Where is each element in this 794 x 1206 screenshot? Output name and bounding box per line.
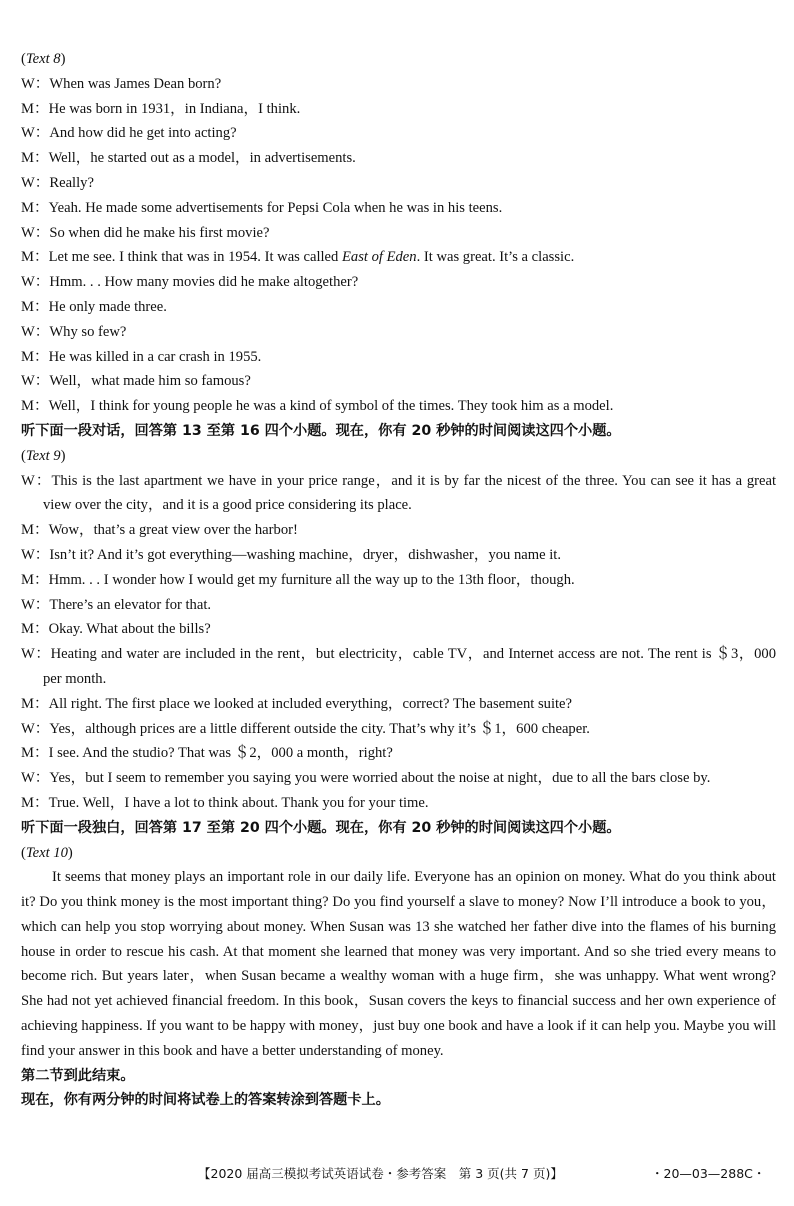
paren-close: ): [67, 844, 73, 861]
dialogue-line: M：Okay. What about the bills?: [21, 621, 211, 638]
dialogue-line: M：He was killed in a car crash in 1955.: [21, 348, 262, 365]
paren-close: ): [60, 51, 66, 67]
text9-label: [21, 444, 776, 469]
eden-line-start: M：Let me see. I think that was in 1954. It was called: [21, 249, 342, 266]
dialogue-line: W：This is the last apartment we have in your price range，and it is by far the nicest of the three. You can see it has a great view over the city，and it is a good price considering its place.: [21, 472, 776, 514]
page-content: [21, 47, 776, 1113]
monologue-paragraph: It seems that money plays an important role in our daily life. Everyone has an opinion on money. What do you think about it? Do you think money is the most important thing? Do you find yourself a slave to money? Now I’ll introduce a book to you，which can help you stop worrying about money. When Susan was 13 she watched her father dive into the flames of his burning house in order to rescue his cash. At that moment she learned that money was very important. And so she tried every means to become rich. But years later，when Susan became a wealthy woman with a huge firm，she was unhappy. What went wrong? She had not yet achieved financial freedom. In this book，Susan covers the keys to financial success and her own experience of achieving happiness. If you want to be happy with money，just buy one book and have a look if it can help you. Maybe you will find your answer in this book and have a better understanding of money.: [21, 869, 776, 1059]
paren-open: (: [21, 447, 26, 464]
dialogue-line: W：Well，what made him so famous?: [21, 373, 251, 390]
page-footer: [0, 1164, 794, 1186]
movie-title: East of Eden: [341, 249, 417, 266]
dialogue-line: W：So when did he make his first movie?: [21, 224, 270, 241]
footer-code: ・20—03—288C・: [651, 1166, 766, 1181]
dialogue-line: W：There’s an elevator for that.: [21, 596, 212, 613]
dialogue-line: M：He only made three.: [21, 298, 167, 315]
eden-line-end: . It was great. It’s a classic.: [416, 249, 575, 266]
dialogue-line: W：Why so few?: [21, 323, 127, 340]
text8-label-text: Text 8: [25, 51, 61, 67]
dialogue-line: W：Hmm. . . How many movies did he make altogether?: [21, 274, 359, 291]
dialogue-line: M：Hmm. . . I wonder how I would get my furniture all the way up to the 13th floor，though.: [21, 571, 575, 588]
dialogue-line: W：And how did he get into acting?: [21, 125, 237, 142]
text10-label-text: Text 10: [25, 844, 68, 861]
text8-label: [21, 47, 776, 72]
instruction-17-20: 听下面一段独白，回答第 17 至第 20 四个小题。现在，你有 20 秒钟的时间阅读这四个小题。: [21, 819, 621, 836]
dialogue-line: M：I see. And the studio? That was ＄2，000 a month，right?: [21, 745, 393, 762]
text9-label-text: Text 9: [25, 447, 61, 464]
dialogue-line: W：When was James Dean born?: [21, 75, 222, 92]
section-end-note: 第二节到此结束。: [21, 1067, 135, 1084]
dialogue-line: W：Isn’t it? And it’s got everything—washing machine，dryer，dishwasher，you name it.: [21, 546, 562, 563]
dialogue-line-east-of-eden: [21, 245, 776, 270]
dialogue-line: M：He was born in 1931，in Indiana，I think.: [21, 100, 301, 117]
paren-open: (: [21, 844, 26, 861]
paren-close: ): [60, 447, 66, 464]
footer-title: 【2020 届高三模拟考试英语试卷・参考答案 第 3 页(共 7 页)】: [198, 1166, 563, 1181]
instruction-13-16: 听下面一段对话，回答第 13 至第 16 四个小题。现在，你有 20 秒钟的时间阅读这四个小题。: [21, 422, 621, 439]
dialogue-line: W：Yes，but I seem to remember you saying you were worried about the noise at night，due to all the bars close by.: [21, 770, 711, 787]
dialogue-line: M：All right. The first place we looked at included everything，correct? The basement suite?: [21, 695, 573, 712]
dialogue-line: M：Well，he started out as a model，in advertisements.: [21, 150, 356, 167]
dialogue-line: M：Yeah. He made some advertisements for Pepsi Cola when he was in his teens.: [21, 199, 503, 216]
paren-open: (: [21, 51, 26, 67]
dialogue-line: W：Really?: [21, 174, 94, 191]
dialogue-line: M：Well，I think for young people he was a kind of symbol of the times. They took him as a model.: [21, 398, 614, 415]
text10-label: [21, 841, 776, 866]
dialogue-line: W：Heating and water are included in the rent，but electricity，cable TV，and Internet access are not. The rent is ＄3，000 per month.: [21, 646, 776, 687]
dialogue-line: W：Yes，although prices are a little different outside the city. That’s why it’s ＄1，600 cheaper.: [21, 720, 590, 737]
dialogue-line: M：Wow，that’s a great view over the harbor!: [21, 522, 298, 539]
answer-transfer-note: 现在，你有两分钟的时间将试卷上的答案转涂到答题卡上。: [21, 1092, 390, 1109]
dialogue-line: M：True. Well，I have a lot to think about. Thank you for your time.: [21, 794, 429, 811]
